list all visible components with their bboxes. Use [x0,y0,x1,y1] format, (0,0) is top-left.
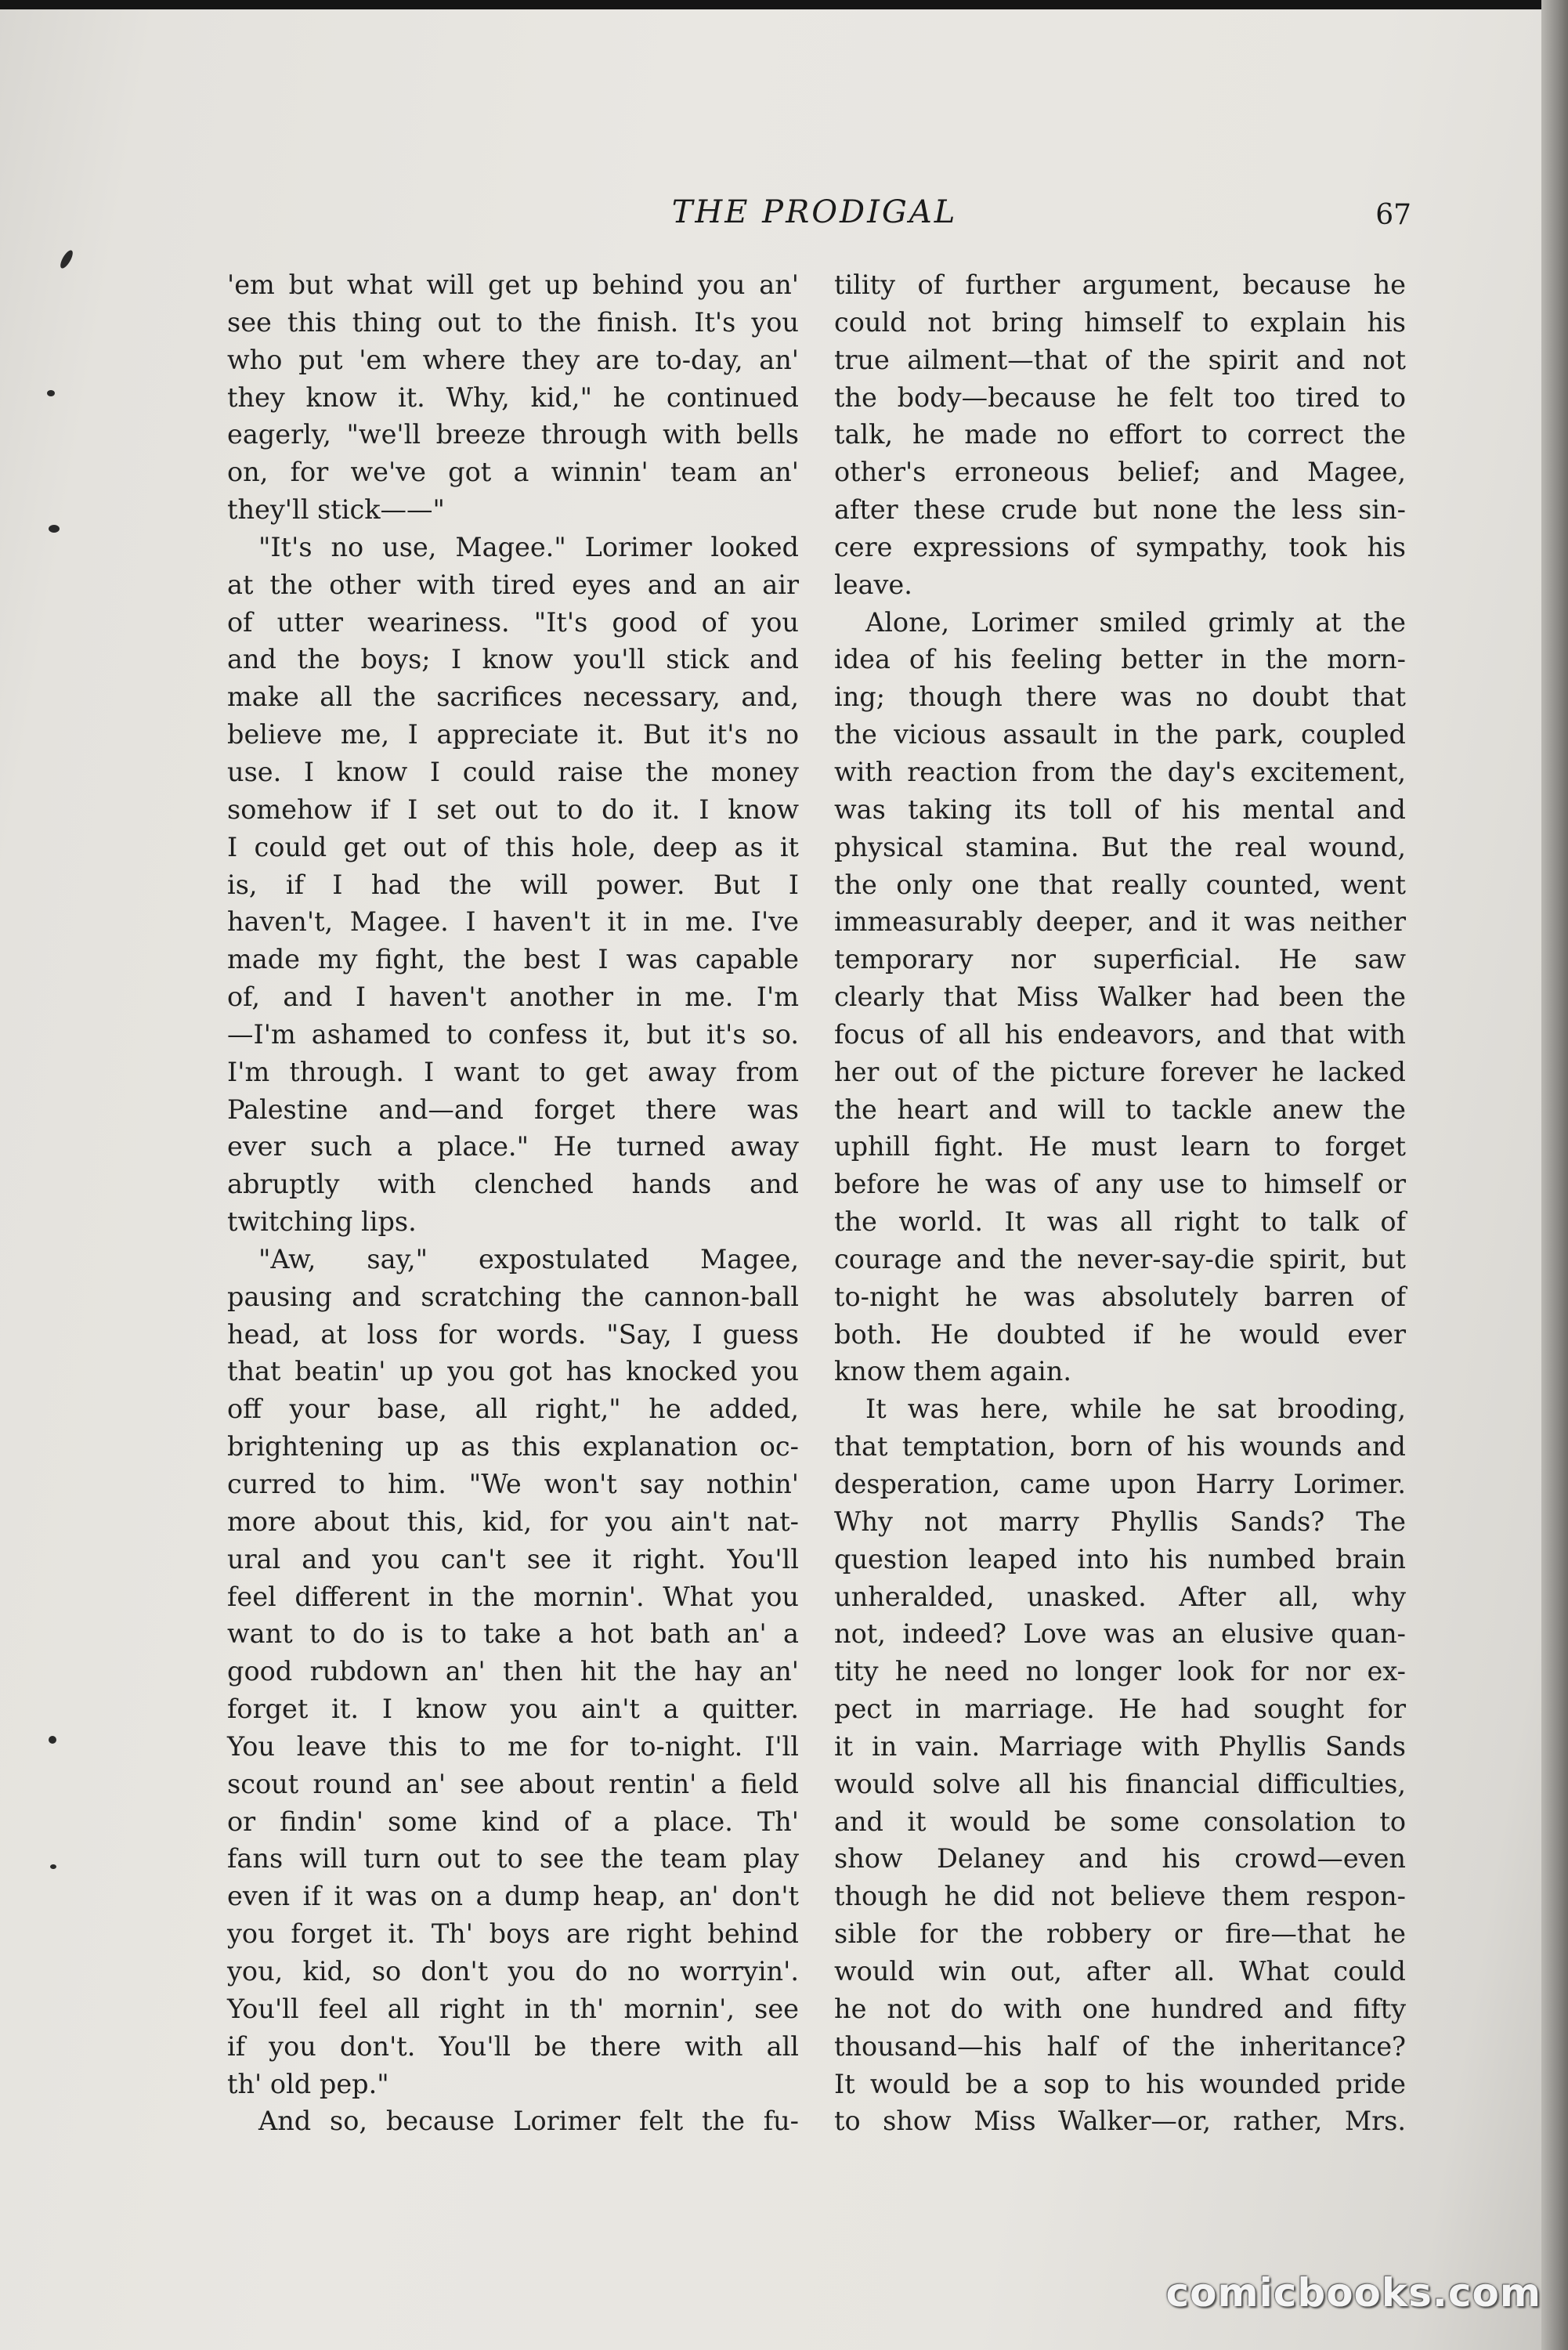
text-line: cere expressions of sympathy, took his [834,531,1406,562]
text-line: off your base, all right," he added, [227,1394,799,1425]
text-line: I'm through. I want to get away from [227,1056,799,1087]
text-line: Palestine and—and forget there was [227,1094,799,1125]
text-line: other's erroneous belief; and Magee, [834,457,1406,488]
text-line: who put 'em where they are to-day, an' [227,344,799,375]
text-line: talk, he made no effort to correct the [834,419,1406,450]
text-line: would win out, after all. What could [834,1955,1406,1987]
text-line: physical stamina. But the real wound, [834,831,1406,862]
text-line: is, if I had the will power. But I [227,869,799,900]
text-line: ever such a place." He turned away [227,1131,799,1162]
text-line: tility of further argument, because he [834,269,1406,300]
text-line: leave. [834,569,912,600]
text-line: made my fight, the best I was capable [227,944,799,975]
text-line: true ailment—that of the spirit and not [834,344,1406,375]
text-line: clearly that Miss Walker had been the [834,982,1406,1013]
text-line: though he did not believe them respon- [834,1881,1406,1912]
text-line: at the other with tired eyes and an air [227,569,799,600]
text-line: idea of his feeling better in the morn- [834,644,1406,675]
text-line: would solve all his financial difficulties, [834,1768,1406,1799]
text-line: focus of all his endeavors, and that with [834,1018,1406,1050]
text-line: believe me, I appreciate it. But it's no [227,719,799,750]
text-line: somehow if I set out to do it. I know [227,794,799,825]
text-line: know them again. [834,1356,1071,1387]
text-line: —I'm ashamed to confess it, but it's so. [227,1018,799,1050]
left-text-column [227,266,799,2140]
text-line: ing; though there was no doubt that [834,682,1406,713]
text-line: the body—because he felt too tired to [834,381,1406,413]
text-line: "Aw, say," expostulated Magee, [258,1243,799,1274]
text-line: or findin' some kind of a place. Th' [227,1806,799,1837]
text-line: you, kid, so don't you do no worryin'. [227,1955,799,1987]
text-line: after these crude but none the less sin- [834,494,1406,526]
text-line: they know it. Why, kid," he continued [227,381,799,413]
text-line: good rubdown an' then hit the hay an' [227,1656,799,1687]
text-line: Why not marry Phyllis Sands? The [834,1506,1406,1537]
text-line: feel different in the mornin'. What you [227,1581,799,1612]
text-line: It was here, while he sat brooding, [865,1394,1406,1425]
text-line: pausing and scratching the cannon-ball [227,1281,799,1312]
text-line: scout round an' see about rentin' a field [227,1768,799,1799]
text-line: twitching lips. [227,1206,417,1238]
text-line: uphill fight. He must learn to forget [834,1131,1406,1162]
watermark: comicbooks.com [1165,2270,1541,2316]
text-line: show Delaney and his crowd—even [834,1843,1406,1875]
text-line: the only one that really counted, went [834,869,1406,900]
text-line: even if it was on a dump heap, an' don't [227,1881,799,1912]
text-line: use. I know I could raise the money [227,756,799,787]
text-line: haven't, Magee. I haven't it in me. I've [227,906,799,938]
text-line: that beatin' up you got has knocked you [227,1356,799,1387]
text-line: you forget it. Th' boys are right behind [227,1918,799,1950]
text-line: the world. It was all right to talk of [834,1206,1406,1238]
text-line: could not bring himself to explain his [834,306,1406,338]
text-line: head, at loss for words. "Say, I guess [227,1318,799,1350]
text-line: want to do is to take a hot bath an' a [227,1618,799,1650]
text-line: that temptation, born of his wounds and [834,1431,1406,1462]
text-line: Alone, Lorimer smiled grimly at the [865,606,1406,638]
text-line: immeasurably deeper, and it was neither [834,906,1406,938]
text-line: her out of the picture forever he lacked [834,1056,1406,1087]
text-line: And so, because Lorimer felt the fu- [258,2106,799,2137]
text-line: ural and you can't see it right. You'll [227,1543,799,1574]
text-line: before he was of any use to himself or [834,1169,1406,1200]
text-line: curred to him. "We won't say nothin' [227,1469,799,1499]
text-line: the heart and will to tackle anew the [834,1094,1406,1125]
text-line: not, indeed? Love was an elusive quan- [834,1618,1406,1650]
text-line: they'll stick——" [227,494,445,526]
text-line: on, for we've got a winnin' team an' [227,457,799,488]
text-line: to show Miss Walker—or, rather, Mrs. [834,2106,1406,2137]
text-line: of utter weariness. "It's good of you [227,606,799,638]
text-line: make all the sacrifices necessary, and, [227,682,799,713]
text-line: see this thing out to the finish. It's you [227,306,799,338]
text-line: with reaction from the day's excitement, [834,756,1406,787]
text-line: abruptly with clenched hands and [227,1169,799,1200]
text-line: it in vain. Marriage with Phyllis Sands [834,1730,1406,1762]
text-line: fans will turn out to see the team play [227,1843,799,1875]
text-line: sible for the robbery or fire—that he [834,1918,1406,1950]
text-line: more about this, kid, for you ain't nat- [227,1506,799,1537]
text-line: th' old pep." [227,2068,389,2099]
text-line: temporary nor superficial. He saw [834,944,1406,975]
running-title: THE PRODIGAL [671,194,958,230]
text-line: he not do with one hundred and fifty [834,1993,1406,2024]
text-line: You'll feel all right in th' mornin', see [227,1993,799,2024]
text-line: courage and the never-say-die spirit, but [834,1243,1406,1274]
text-line: You leave this to me for to-night. I'll [227,1730,799,1762]
text-line: desperation, came upon Harry Lorimer. [834,1469,1406,1499]
text-line: and it would be some consolation to [834,1806,1406,1837]
text-line: thousand—his half of the inheritance? [834,2030,1406,2062]
text-line: forget it. I know you ain't a quitter. [227,1694,799,1725]
text-line: eagerly, "we'll breeze through with bells [227,419,799,450]
text-line: "It's no use, Magee." Lorimer looked [258,531,799,562]
text-line: tity he need no longer look for nor ex- [834,1656,1406,1687]
text-line: was taking its toll of his mental and [834,794,1406,825]
text-line: pect in marriage. He had sought for [834,1694,1406,1725]
text-line: It would be a sop to his wounded pride [834,2068,1406,2099]
text-line: both. He doubted if he would ever [834,1318,1406,1350]
text-line: unheralded, unasked. After all, why [834,1581,1406,1612]
text-line: to-night he was absolutely barren of [834,1281,1406,1312]
right-text-column [834,266,1406,2140]
text-line: 'em but what will get up behind you an' [227,269,799,300]
text-line: of, and I haven't another in me. I'm [227,982,799,1013]
text-line: brightening up as this explanation oc- [227,1431,799,1462]
text-line: and the boys; I know you'll stick and [227,644,799,675]
text-line: question leaped into his numbed brain [834,1543,1406,1574]
text-line: the vicious assault in the park, coupled [834,719,1406,750]
text-line: I could get out of this hole, deep as it [227,831,799,862]
text-line: if you don't. You'll be there with all [227,2030,799,2062]
page-number: 67 [1375,199,1411,231]
